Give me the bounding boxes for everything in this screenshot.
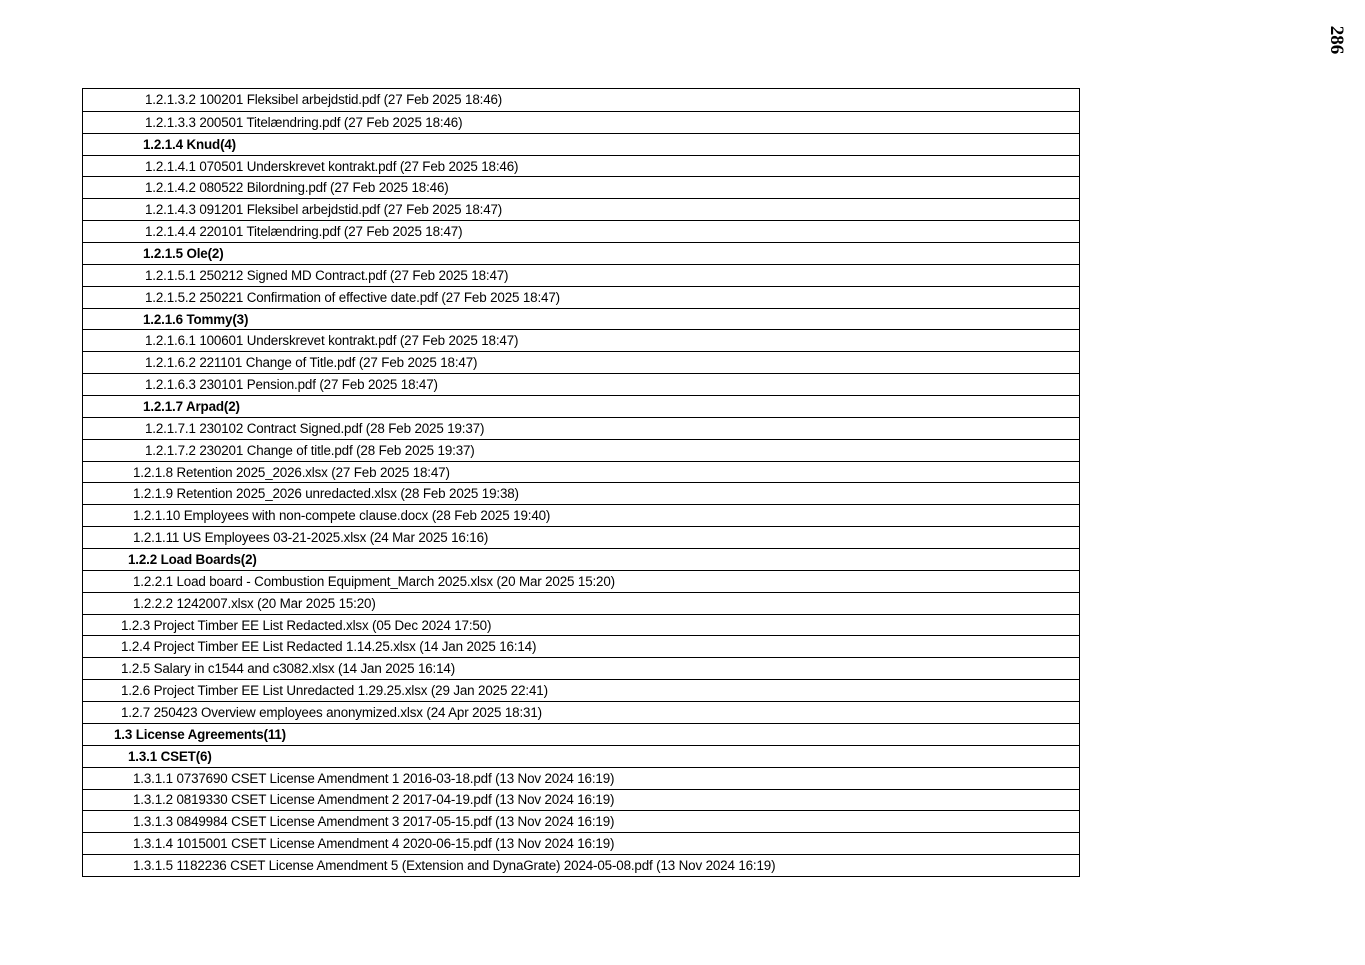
document-row — [83, 373, 1079, 395]
document-row — [83, 351, 1079, 373]
document-row — [83, 155, 1079, 177]
document-label: 1.2.1.6.1 100601 Underskrevet kontrakt.pdf (27 Feb 2025 18:47) — [145, 333, 519, 349]
document-label: 1.2.1.4.2 080522 Bilordning.pdf (27 Feb 2025 18:46) — [145, 180, 449, 196]
document-row — [83, 461, 1079, 483]
folder-label: 1.2.1.6 Tommy(3) — [143, 311, 249, 327]
document-row — [83, 832, 1079, 854]
document-row — [83, 482, 1079, 504]
document-row — [83, 789, 1079, 811]
folder-label: 1.2.1.4 Knud(4) — [143, 136, 236, 152]
document-label: 1.2.1.5.2 250221 Confirmation of effective date.pdf (27 Feb 2025 18:47) — [145, 289, 560, 305]
document-label: 1.2.1.5.1 250212 Signed MD Contract.pdf (27 Feb 2025 18:47) — [145, 267, 509, 283]
folder-row — [83, 548, 1079, 570]
page-number: 286 — [1326, 25, 1347, 55]
document-label: 1.2.1.6.2 221101 Change of Title.pdf (27 Feb 2025 18:47) — [145, 355, 478, 371]
folder-label: 1.2.2 Load Boards(2) — [128, 551, 257, 567]
document-label: 1.3.1.2 0819330 CSET License Amendment 2 2017-04-19.pdf (13 Nov 2024 16:19) — [133, 792, 615, 808]
document-label: 1.2.1.7.2 230201 Change of title.pdf (28 Feb 2025 19:37) — [145, 442, 475, 458]
document-row — [83, 439, 1079, 461]
document-row — [83, 854, 1079, 876]
document-row — [83, 198, 1079, 220]
document-row — [83, 679, 1079, 701]
document-label: 1.2.1.4.1 070501 Underskrevet kontrakt.pdf (27 Feb 2025 18:46) — [145, 158, 519, 174]
document-label: 1.2.1.9 Retention 2025_2026 unredacted.xlsx (28 Feb 2025 19:38) — [133, 486, 519, 502]
document-label: 1.2.1.3.2 100201 Fleksibel arbejdstid.pdf (27 Feb 2025 18:46) — [145, 92, 503, 108]
document-label: 1.2.1.11 US Employees 03-21-2025.xlsx (24 Mar 2025 16:16) — [133, 530, 489, 546]
document-label: 1.2.1.3.3 200501 Titelændring.pdf (27 Feb 2025 18:46) — [145, 114, 463, 130]
folder-label: 1.2.1.5 Ole(2) — [143, 245, 224, 261]
folder-row — [83, 133, 1079, 155]
document-row — [83, 264, 1079, 286]
document-label: 1.2.1.4.3 091201 Fleksibel arbejdstid.pdf (27 Feb 2025 18:47) — [145, 202, 503, 218]
document-row — [83, 635, 1079, 657]
folder-row — [83, 308, 1079, 330]
document-row — [83, 176, 1079, 198]
document-label: 1.2.3 Project Timber EE List Redacted.xlsx (05 Dec 2024 17:50) — [121, 617, 492, 633]
folder-label: 1.3 License Agreements(11) — [114, 726, 286, 742]
document-label: 1.2.5 Salary in c1544 and c3082.xlsx (14 Jan 2025 16:14) — [121, 661, 456, 677]
document-row — [83, 504, 1079, 526]
document-row — [83, 810, 1079, 832]
document-label: 1.2.1.7.1 230102 Contract Signed.pdf (28 Feb 2025 19:37) — [145, 420, 485, 436]
folder-row — [83, 723, 1079, 745]
document-label: 1.3.1.1 0737690 CSET License Amendment 1 2016-03-18.pdf (13 Nov 2024 16:19) — [133, 770, 615, 786]
folder-label: 1.2.1.7 Arpad(2) — [143, 398, 240, 414]
document-label: 1.2.2.1 Load board - Combustion Equipment_March 2025.xlsx (20 Mar 2025 15:20) — [133, 573, 615, 589]
document-row — [83, 286, 1079, 308]
document-label: 1.2.7 250423 Overview employees anonymized.xlsx (24 Apr 2025 18:31) — [121, 704, 542, 720]
document-label: 1.2.1.4.4 220101 Titelændring.pdf (27 Feb 2025 18:47) — [145, 224, 463, 240]
document-label: 1.3.1.5 1182236 CSET License Amendment 5 (Extension and DynaGrate) 2024-05-08.pdf (13 Nov 2024 16:19) — [133, 858, 776, 873]
folder-row — [83, 395, 1079, 417]
document-label: 1.2.1.8 Retention 2025_2026.xlsx (27 Feb 2025 18:47) — [133, 464, 450, 480]
document-label: 1.3.1.3 0849984 CSET License Amendment 3 2017-05-15.pdf (13 Nov 2024 16:19) — [133, 814, 615, 830]
folder-row — [83, 242, 1079, 264]
document-row — [83, 767, 1079, 789]
document-label: 1.2.4 Project Timber EE List Redacted 1.14.25.xlsx (14 Jan 2025 16:14) — [121, 639, 537, 655]
document-label: 1.2.1.6.3 230101 Pension.pdf (27 Feb 2025 18:47) — [145, 377, 438, 393]
document-row — [83, 220, 1079, 242]
folder-label: 1.3.1 CSET(6) — [128, 748, 212, 764]
document-label: 1.2.2.2 1242007.xlsx (20 Mar 2025 15:20) — [133, 595, 376, 611]
document-row — [83, 526, 1079, 548]
document-row — [83, 89, 1079, 111]
document-row — [83, 111, 1079, 133]
document-row — [83, 614, 1079, 636]
index-table — [82, 88, 1080, 877]
document-row — [83, 417, 1079, 439]
document-label: 1.3.1.4 1015001 CSET License Amendment 4 2020-06-15.pdf (13 Nov 2024 16:19) — [133, 836, 615, 852]
document-label: 1.2.1.10 Employees with non-compete clause.docx (28 Feb 2025 19:40) — [133, 508, 551, 524]
document-row — [83, 570, 1079, 592]
folder-row — [83, 745, 1079, 767]
document-row — [83, 592, 1079, 614]
document-row — [83, 701, 1079, 723]
document-row — [83, 329, 1079, 351]
document-label: 1.2.6 Project Timber EE List Unredacted 1.29.25.xlsx (29 Jan 2025 22:41) — [121, 683, 548, 699]
document-row — [83, 657, 1079, 679]
